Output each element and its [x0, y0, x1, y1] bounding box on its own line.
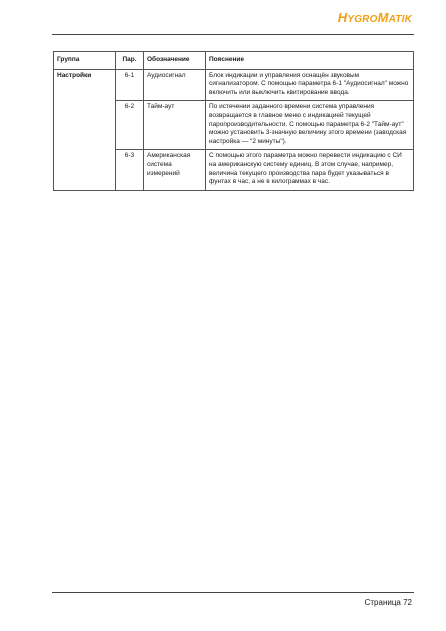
column-header-param: Пар.: [116, 52, 144, 70]
brand-logo: HYGROMATIK: [337, 10, 412, 25]
description-cell: По истечении заданного времени система управления возвращается в главное меню с индикацией текущей паропроизводительности. С помощью параметра 6-2 "Тайм-аут" можно установить 3-значную величину этого времени (заводская настройка — "2 минуты").: [206, 101, 414, 150]
parameter-table: [53, 51, 414, 191]
param-cell: 6-2: [116, 101, 144, 150]
group-cell: Настройки: [54, 69, 116, 190]
param-cell: 6-1: [116, 69, 144, 101]
description-cell: Блок индикации и управления оснащён звуковым сигнализатором. С помощью параметра 6-1 "Аудиосигнал" можно включить или выключить квитирование ввода.: [206, 69, 414, 101]
name-cell: Тайм-аут: [144, 101, 206, 150]
column-header-group: Группа: [54, 52, 116, 70]
footer-rule: [52, 592, 414, 593]
name-cell: Американская система измерений: [144, 150, 206, 190]
column-header-description: Пояснение: [206, 52, 414, 70]
description-cell: С помощью этого параметра можно перевести индикацию с СИ на американскую систему единиц. В этом случае, например, величина текущего производства пара будет указываться в фунтах в час, а не в килограммах в час.: [206, 150, 414, 190]
header-rule: [52, 34, 414, 35]
table-header-row: [54, 52, 414, 70]
table-row: [54, 69, 414, 101]
name-cell: Аудиосигнал: [144, 69, 206, 101]
column-header-name: Обозначение: [144, 52, 206, 70]
page-number: Страница 72: [364, 598, 412, 607]
param-cell: 6-3: [116, 150, 144, 190]
